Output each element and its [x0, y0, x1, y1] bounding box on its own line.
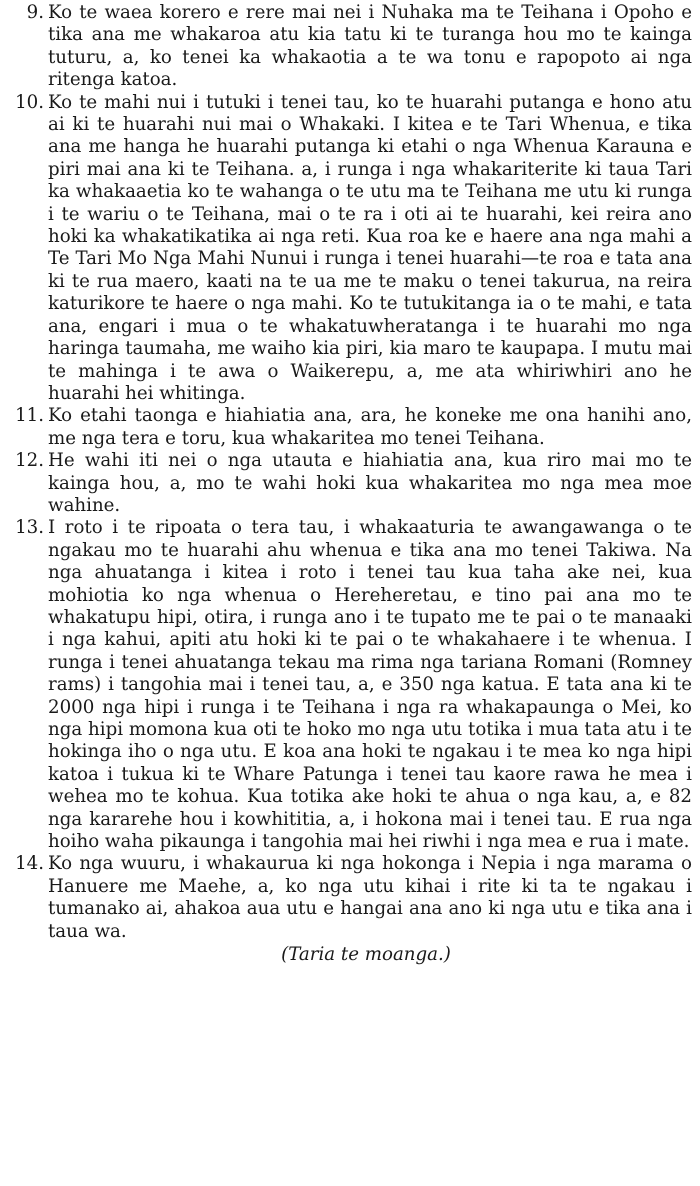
paragraph-text: He wahi iti nei o nga utauta e hiahiatia ana, kua riro mai mo te kainga hou, a, mo te wahi hoki kua whakaritea mo nga mea moe wahine. — [48, 450, 692, 516]
document-page — [0, 2, 700, 1186]
paragraph-text: I roto i te ripoata o tera tau, i whakaaturia te awangawanga o te ngakau mo te huarahi ahu whenua e tika ana mo tenei Takiwa. Na nga ahuatanga i kitea i roto i tenei tau kua taha ake nei, kua mohiotia ko nga whenua o Hereheretau, e tino pai ana mo te whakatupu hipi, otira, i runga ano i te tupato me te pai o te manaaki i nga kahui, apiti atu hoki ki te pai o te whakahaere i te whenua. I runga i tenei ahuatanga tekau ma rima nga tariana Romani (Romney rams) i tangohia mai i tenei tau, a, e 350 nga katua. E tata ana ki te 2000 nga hipi i runga i te Teihana i nga ra whakapaunga o Mei, ko nga hipi momona kua oti te hoko mo nga utu totika i mua tata atu i te hokinga iho o nga utu. E koa ana hoki te ngakau i te mea ko nga hipi katoa i tukua ki te Whare Patunga i tenei tau kaore rawa he mea i wehea mo te kohua. Kua totika ake hoki te ahua o nga kau, a, e 82 nga kararehe hou i kowhititia, a, i hokona mai i tenei tau. E rua nga hoiho waha pikaunga i tangohia mai hei riwhi i nga mea e rua i mate. — [48, 517, 692, 853]
paragraph-number: 13. — [15, 517, 44, 539]
paragraph-10 — [4, 92, 692, 406]
paragraph-number: 12. — [15, 450, 44, 472]
paragraph-text: Ko etahi taonga e hiahiatia ana, ara, he koneke me ona hanihi ano, me nga tera e toru, kua whakaritea mo tenei Teihana. — [48, 405, 692, 449]
paragraph-12 — [4, 450, 692, 517]
paragraph-14 — [4, 853, 692, 943]
paragraph-text: Ko te waea korero e rere mai nei i Nuhaka ma te Teihana i Opoho e tika ana me whakaroa atu kia tatu ki te turanga hou mo te kainga tuturu, a, ko tenei ka whakaotia a te wa tonu e rapopoto ai nga ritenga katoa. — [48, 2, 692, 91]
paragraph-text: Ko te mahi nui i tutuki i tenei tau, ko te huarahi putanga e hono atu ai ki te huarahi nui mai o Whakaki. I kitea e te Tari Whenua, e tika ana me hanga he huarahi putanga ki etahi o nga Whenua Karauna e piri mai ana ki te Teihana. a, i runga i nga whakariterite ki taua Tari ka whakaaetia ko te wahanga o te utu ma te Teihana me utu ki runga i te wariu o te Teihana, mai o te ra i oti ai te huarahi, kei reira ano hoki ka whakatikatika ai nga reti. Kua roa ke e haere ana nga mahi a Te Tari Mo Nga Mahi Nunui i runga i tenei huarahi—te roa e tata ana ki te rua maero, kaati na te ua me te maku o tenei takurua, na reira katurikore te haere o nga mahi. Ko te tutukitanga ia o te mahi, e tata ana, engari i mua o te whakatuwheratanga i te huarahi mo nga haringa taumaha, me waiho kia piri, kia maro te kaupapa. I mutu mai te mahinga i te awa o Waikerepu, a, me ata whiriwhiri ano he huarahi hei whitinga. — [48, 91, 692, 404]
paragraph-number: 11. — [15, 405, 44, 427]
paragraph-13 — [4, 517, 692, 853]
paragraph-number: 9. — [26, 2, 44, 23]
continuation-note: (Taria te moanga.) — [281, 944, 451, 966]
paragraph-number: 14. — [15, 853, 44, 875]
paragraph-11 — [4, 405, 692, 450]
paragraph-text: Ko nga wuuru, i whakaurua ki nga hokonga i Nepia i nga marama o Hanuere me Maehe, a, ko nga utu kihai i rite ki ta te ngakau i tumanako ai, ahakoa aua utu e hangai ana ano ki nga utu e tika ana i taua wa. — [48, 853, 692, 942]
paragraph-9 — [4, 2, 692, 92]
paragraph-number: 10. — [15, 91, 44, 113]
